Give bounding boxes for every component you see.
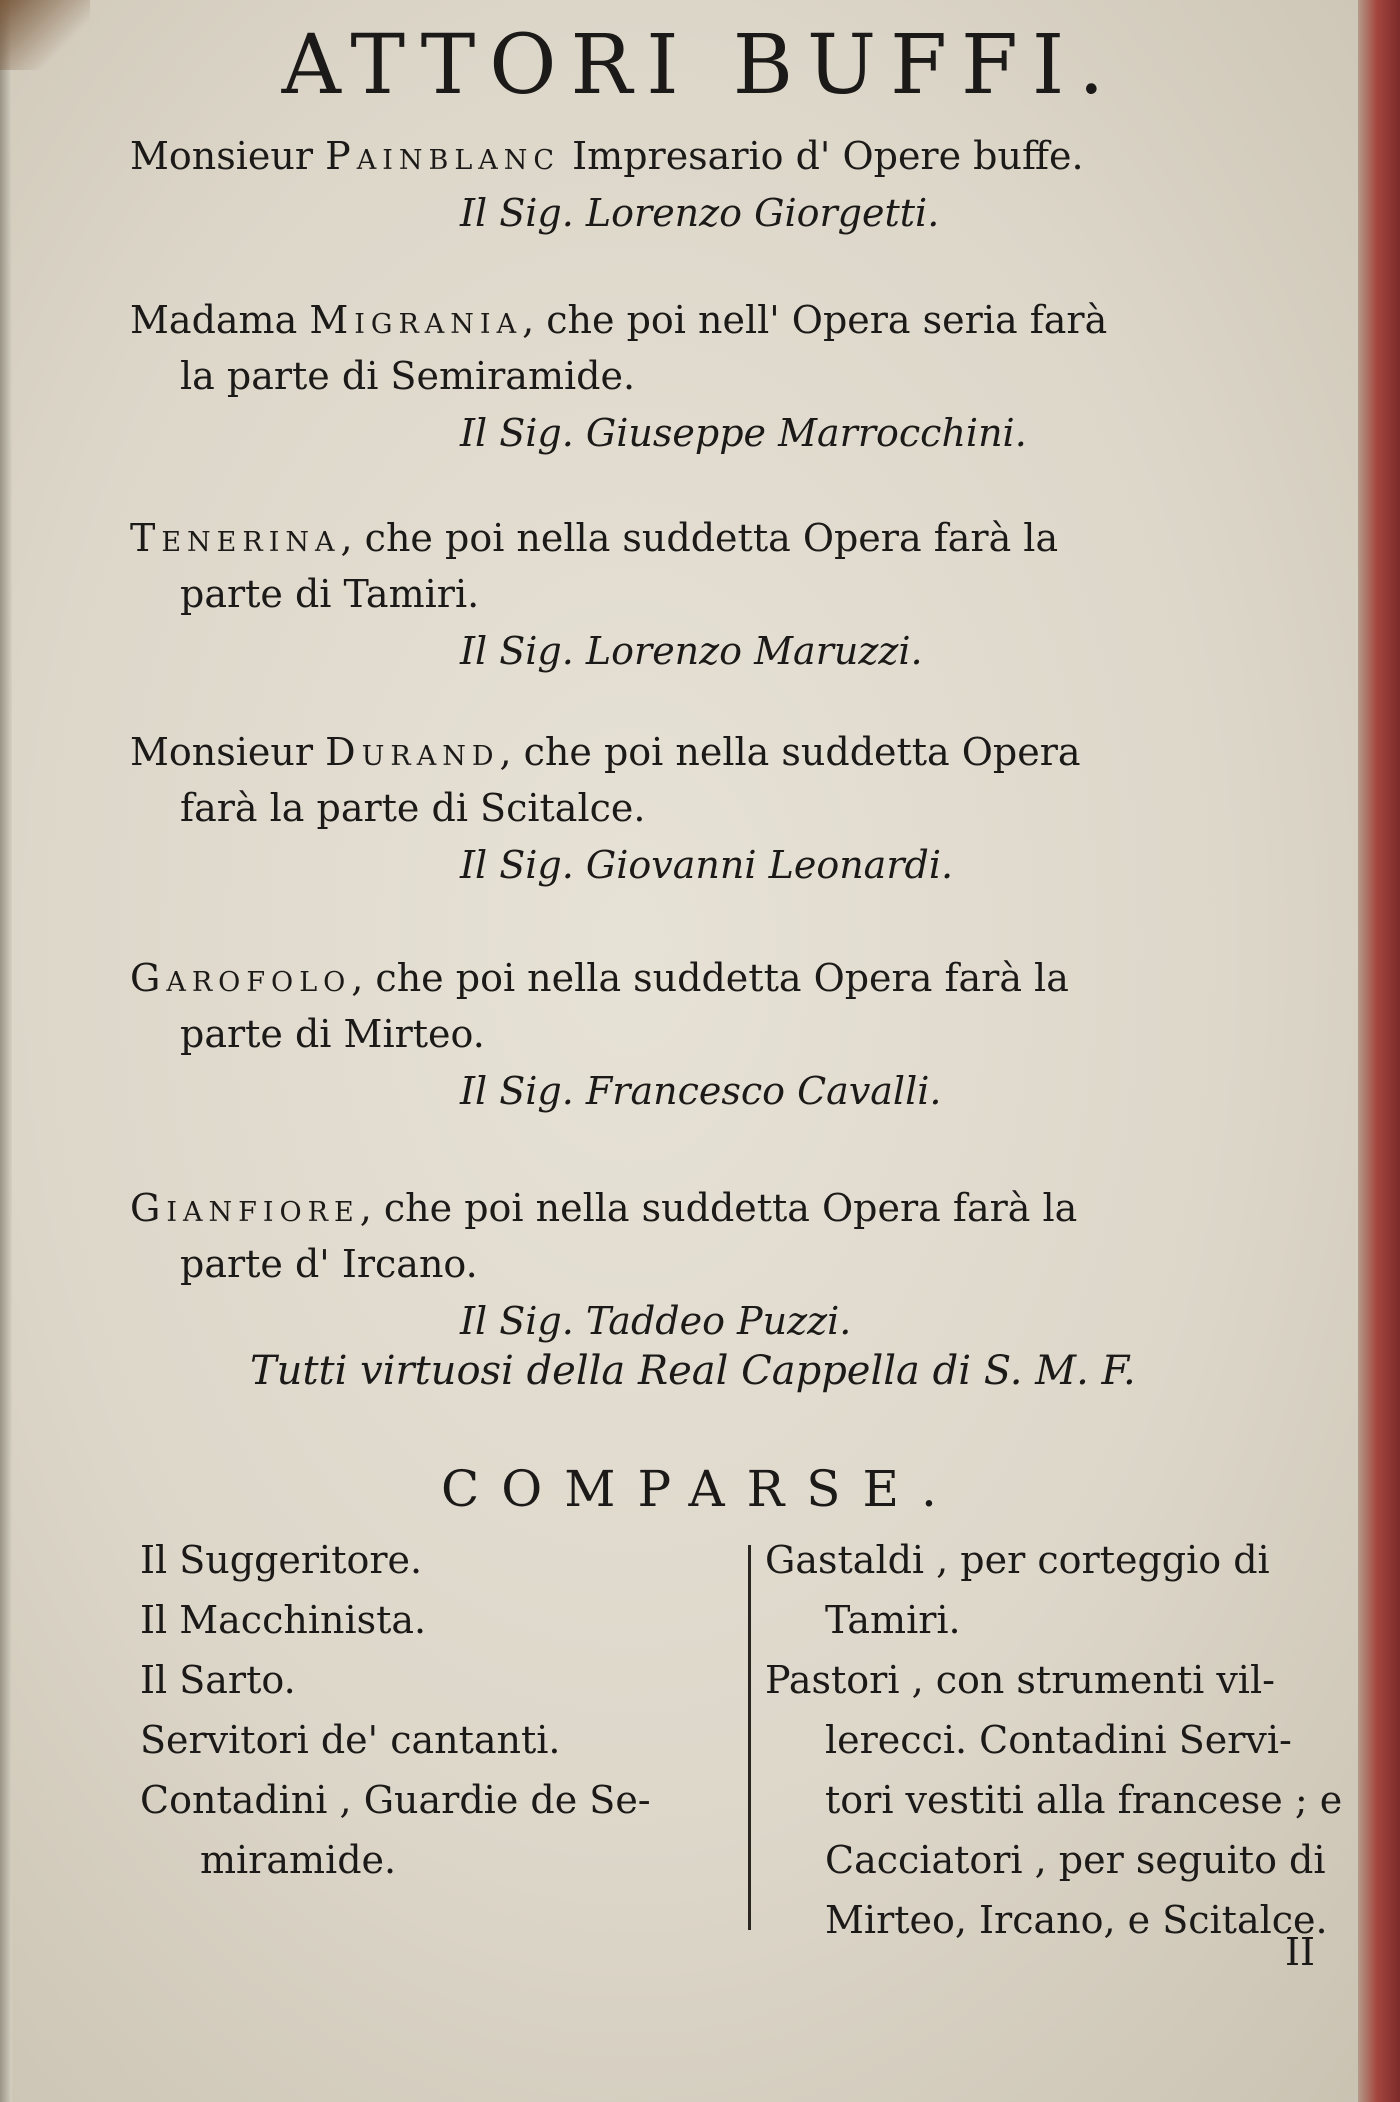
comparse-right-column (765, 1530, 1365, 1950)
role-line (130, 128, 1330, 184)
comparse-item: Il Suggeritore. (140, 1538, 423, 1582)
comparse-left-column (140, 1530, 740, 1890)
role-description: Impresario d' Opere buffe. (572, 134, 1084, 178)
cast-entry-durand (130, 724, 1330, 894)
actor-name: Il Sig. Giuseppe Marrocchini. (460, 411, 1027, 455)
role-line (130, 724, 1330, 780)
actor-name: Il Sig. Taddeo Puzzi. (460, 1299, 852, 1343)
cast-entry-tenerina (130, 510, 1330, 680)
role-continuation: parte di Tamiri. (180, 572, 480, 616)
comparse-item: tori vestiti alla francese ; e (825, 1778, 1343, 1822)
cast-entry-migrania (130, 292, 1330, 462)
role-description: , che poi nella suddetta Opera farà la (359, 1186, 1078, 1230)
role-prefix: Madama (130, 298, 298, 342)
column-divider (748, 1545, 751, 1930)
actor-name: Il Sig. Lorenzo Maruzzi. (460, 629, 923, 673)
role-description: , che poi nella suddetta Opera farà la (340, 516, 1059, 560)
role-description: , che poi nella suddetta Opera farà la (351, 956, 1069, 1000)
role-name: Durand (325, 730, 500, 774)
role-line (130, 292, 1330, 348)
comparse-item: Il Macchinista. (140, 1598, 427, 1642)
actor-name: Il Sig. Francesco Cavalli. (460, 1069, 942, 1113)
actor-name: Il Sig. Giovanni Leonardi. (460, 843, 954, 887)
role-continuation: parte d' Ircano. (180, 1242, 478, 1286)
comparse-item: miramide. (200, 1838, 397, 1882)
cast-entry-painblanc (130, 128, 1330, 242)
role-line (130, 950, 1330, 1006)
comparse-item: Tamiri. (825, 1598, 961, 1642)
comparse-item: Cacciatori , per seguito di (825, 1838, 1326, 1882)
cast-entry-garofolo (130, 950, 1330, 1120)
role-continuation: la parte di Semiramide. (180, 354, 636, 398)
comparse-item: Il Sarto. (140, 1658, 296, 1702)
role-prefix: Monsieur (130, 134, 314, 178)
role-description: , che poi nella suddetta Opera (499, 730, 1081, 774)
comparse-item: Mirteo, Ircano, e Scitalce. (825, 1898, 1328, 1942)
comparse-title: COMPARSE. (441, 1460, 959, 1518)
role-name: Migrania (309, 298, 523, 342)
role-name: Tenerina (130, 516, 341, 560)
role-continuation: parte di Mirteo. (180, 1012, 485, 1056)
role-name: Garofolo (130, 956, 352, 1000)
role-line (130, 1180, 1330, 1236)
comparse-item: Contadini , Guardie de Se- (140, 1778, 651, 1822)
actor-name: Il Sig. Lorenzo Giorgetti. (460, 191, 940, 235)
page-corner-shadow (0, 0, 90, 70)
role-description: , che poi nell' Opera seria farà (522, 298, 1108, 342)
cast-entry-gianfiore (130, 1180, 1330, 1350)
comparse-item: lerecci. Contadini Servi- (825, 1718, 1292, 1762)
page-title: ATTORI BUFFI. (281, 18, 1119, 113)
comparse-item: Pastori , con strumenti vil- (765, 1658, 1275, 1702)
role-line (130, 510, 1330, 566)
tutti-note: Tutti virtuosi della Real Cappella di S. M. F. (250, 1348, 1136, 1394)
page-gutter-shadow (0, 0, 12, 2102)
role-prefix: Monsieur (130, 730, 314, 774)
comparse-item: Gastaldi , per corteggio di (765, 1538, 1270, 1582)
page-signature-mark: II (1285, 1930, 1316, 1974)
role-continuation: farà la parte di Scitalce. (180, 786, 646, 830)
comparse-item: Servitori de' cantanti. (140, 1718, 561, 1762)
role-name: Painblanc (325, 134, 561, 178)
role-name: Gianfiore (130, 1186, 360, 1230)
